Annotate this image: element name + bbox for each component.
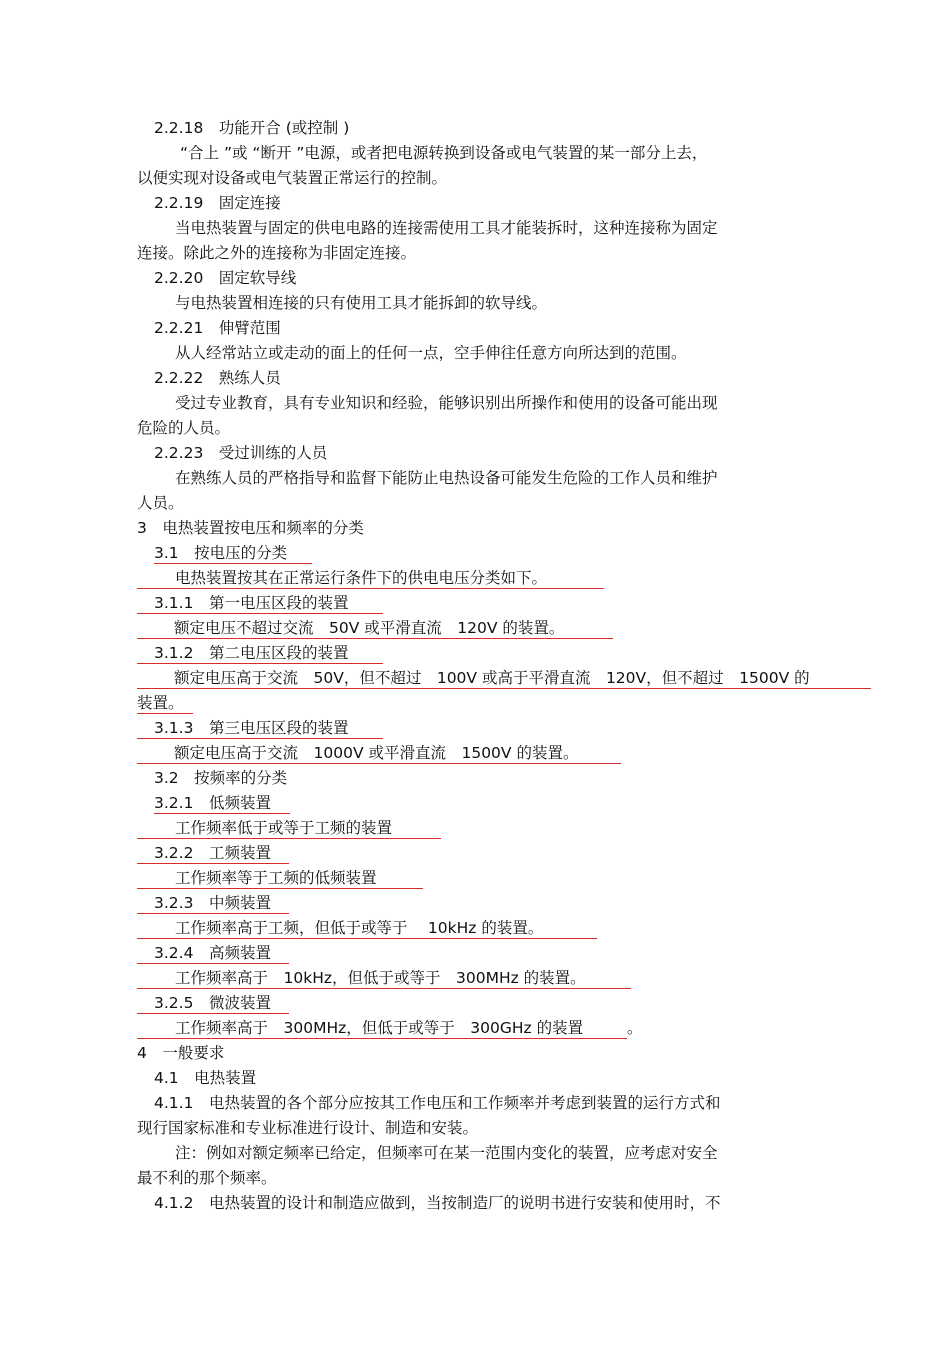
clause-heading: 3.1.1 第一电压区段的装置 — [137, 591, 383, 615]
clause-heading: 2.2.22 熟练人员 — [154, 369, 281, 387]
paragraph-line: “合上 ”或 “断开 ”电源，或者把电源转换到设备或电气装置的某一部分上去， — [180, 144, 708, 162]
paragraph-line: 与电热装置相连接的只有使用工具才能拆卸的软导线。 — [175, 294, 548, 312]
paragraph-line: 4.1.1 电热装置的各个部分应按其工作电压和工作频率并考虑到装置的运行方式和 — [154, 1094, 721, 1112]
paragraph-line: 危险的人员。 — [137, 419, 231, 437]
paragraph-line: 装置。 — [137, 691, 193, 715]
paragraph-line: 受过专业教育，具有专业知识和经验，能够识别出所操作和使用的设备可能出现 — [175, 394, 718, 412]
paragraph-line: 额定电压高于交流 50V，但不超过 100V 或高于平滑直流 120V，但不超过 1500V 的 — [137, 666, 871, 690]
note-line: 注：例如对额定频率已给定，但频率可在某一范围内变化的装置，应考虑对安全 — [175, 1144, 718, 1162]
clause-heading: 3.1.3 第三电压区段的装置 — [137, 716, 383, 740]
paragraph-line: 在熟练人员的严格指导和监督下能防止电热设备可能发生危险的工作人员和维护 — [175, 469, 718, 487]
section-heading: 4 一般要求 — [137, 1044, 225, 1062]
paragraph-line: 工作频率等于工频的低频装置 — [137, 866, 423, 890]
paragraph-line: 工作频率高于工频，但低于或等于 10kHz 的装置。 — [137, 916, 597, 940]
paragraph-line: 工作频率高于 300MHz，但低于或等于 300GHz 的装置 — [137, 1016, 627, 1040]
clause-heading: 2.2.19 固定连接 — [154, 194, 281, 212]
clause-heading: 3.2.5 微波装置 — [137, 991, 289, 1015]
paragraph-line: 工作频率高于 10kHz，但低于或等于 300MHz 的装置。 — [137, 966, 631, 990]
clause-heading: 3.2.2 工频装置 — [137, 841, 289, 865]
clause-heading: 3.2 按频率的分类 — [154, 769, 288, 787]
paragraph-line: 以便实现对设备或电气装置正常运行的控制。 — [137, 169, 448, 187]
clause-heading: 2.2.18 功能开合 (或控制 ) — [154, 119, 350, 137]
paragraph-line: 从人经常站立或走动的面上的任何一点，空手伸往任意方向所达到的范围。 — [175, 344, 687, 362]
clause-heading: 3.2.1 低频装置 — [154, 791, 290, 815]
paragraph-line: 额定电压不超过交流 50V 或平滑直流 120V 的装置。 — [137, 616, 613, 640]
paragraph-line: 当电热装置与固定的供电电路的连接需使用工具才能装拆时，这种连接称为固定 — [175, 219, 718, 237]
clause-heading: 2.2.21 伸臂范围 — [154, 319, 281, 337]
clause-heading: 4.1 电热装置 — [154, 1069, 257, 1087]
note-line: 最不利的那个频率。 — [137, 1169, 277, 1187]
paragraph-line: 电热装置按其在正常运行条件下的供电电压分类如下。 — [137, 566, 604, 590]
clause-heading: 3.1.2 第二电压区段的装置 — [137, 641, 383, 665]
clause-heading: 2.2.20 固定软导线 — [154, 269, 297, 287]
clause-heading: 2.2.23 受过训练的人员 — [154, 444, 328, 462]
paragraph-end-mark: 。 — [627, 1019, 643, 1037]
paragraph-line: 人员。 — [137, 494, 184, 512]
clause-heading: 3.2.4 高频装置 — [137, 941, 289, 965]
paragraph-line: 现行国家标准和专业标准进行设计、制造和安装。 — [137, 1119, 479, 1137]
clause-heading: 3.2.3 中频装置 — [137, 891, 289, 915]
paragraph-line: 工作频率低于或等于工频的装置 — [137, 816, 441, 840]
section-heading: 3 电热装置按电压和频率的分类 — [137, 519, 364, 537]
paragraph-line: 4.1.2 电热装置的设计和制造应做到，当按制造厂的说明书进行安装和使用时，不 — [154, 1194, 721, 1212]
clause-heading: 3.1 按电压的分类 — [154, 541, 312, 565]
paragraph-line: 连接。除此之外的连接称为非固定连接。 — [137, 244, 417, 262]
paragraph-line: 额定电压高于交流 1000V 或平滑直流 1500V 的装置。 — [137, 741, 621, 765]
